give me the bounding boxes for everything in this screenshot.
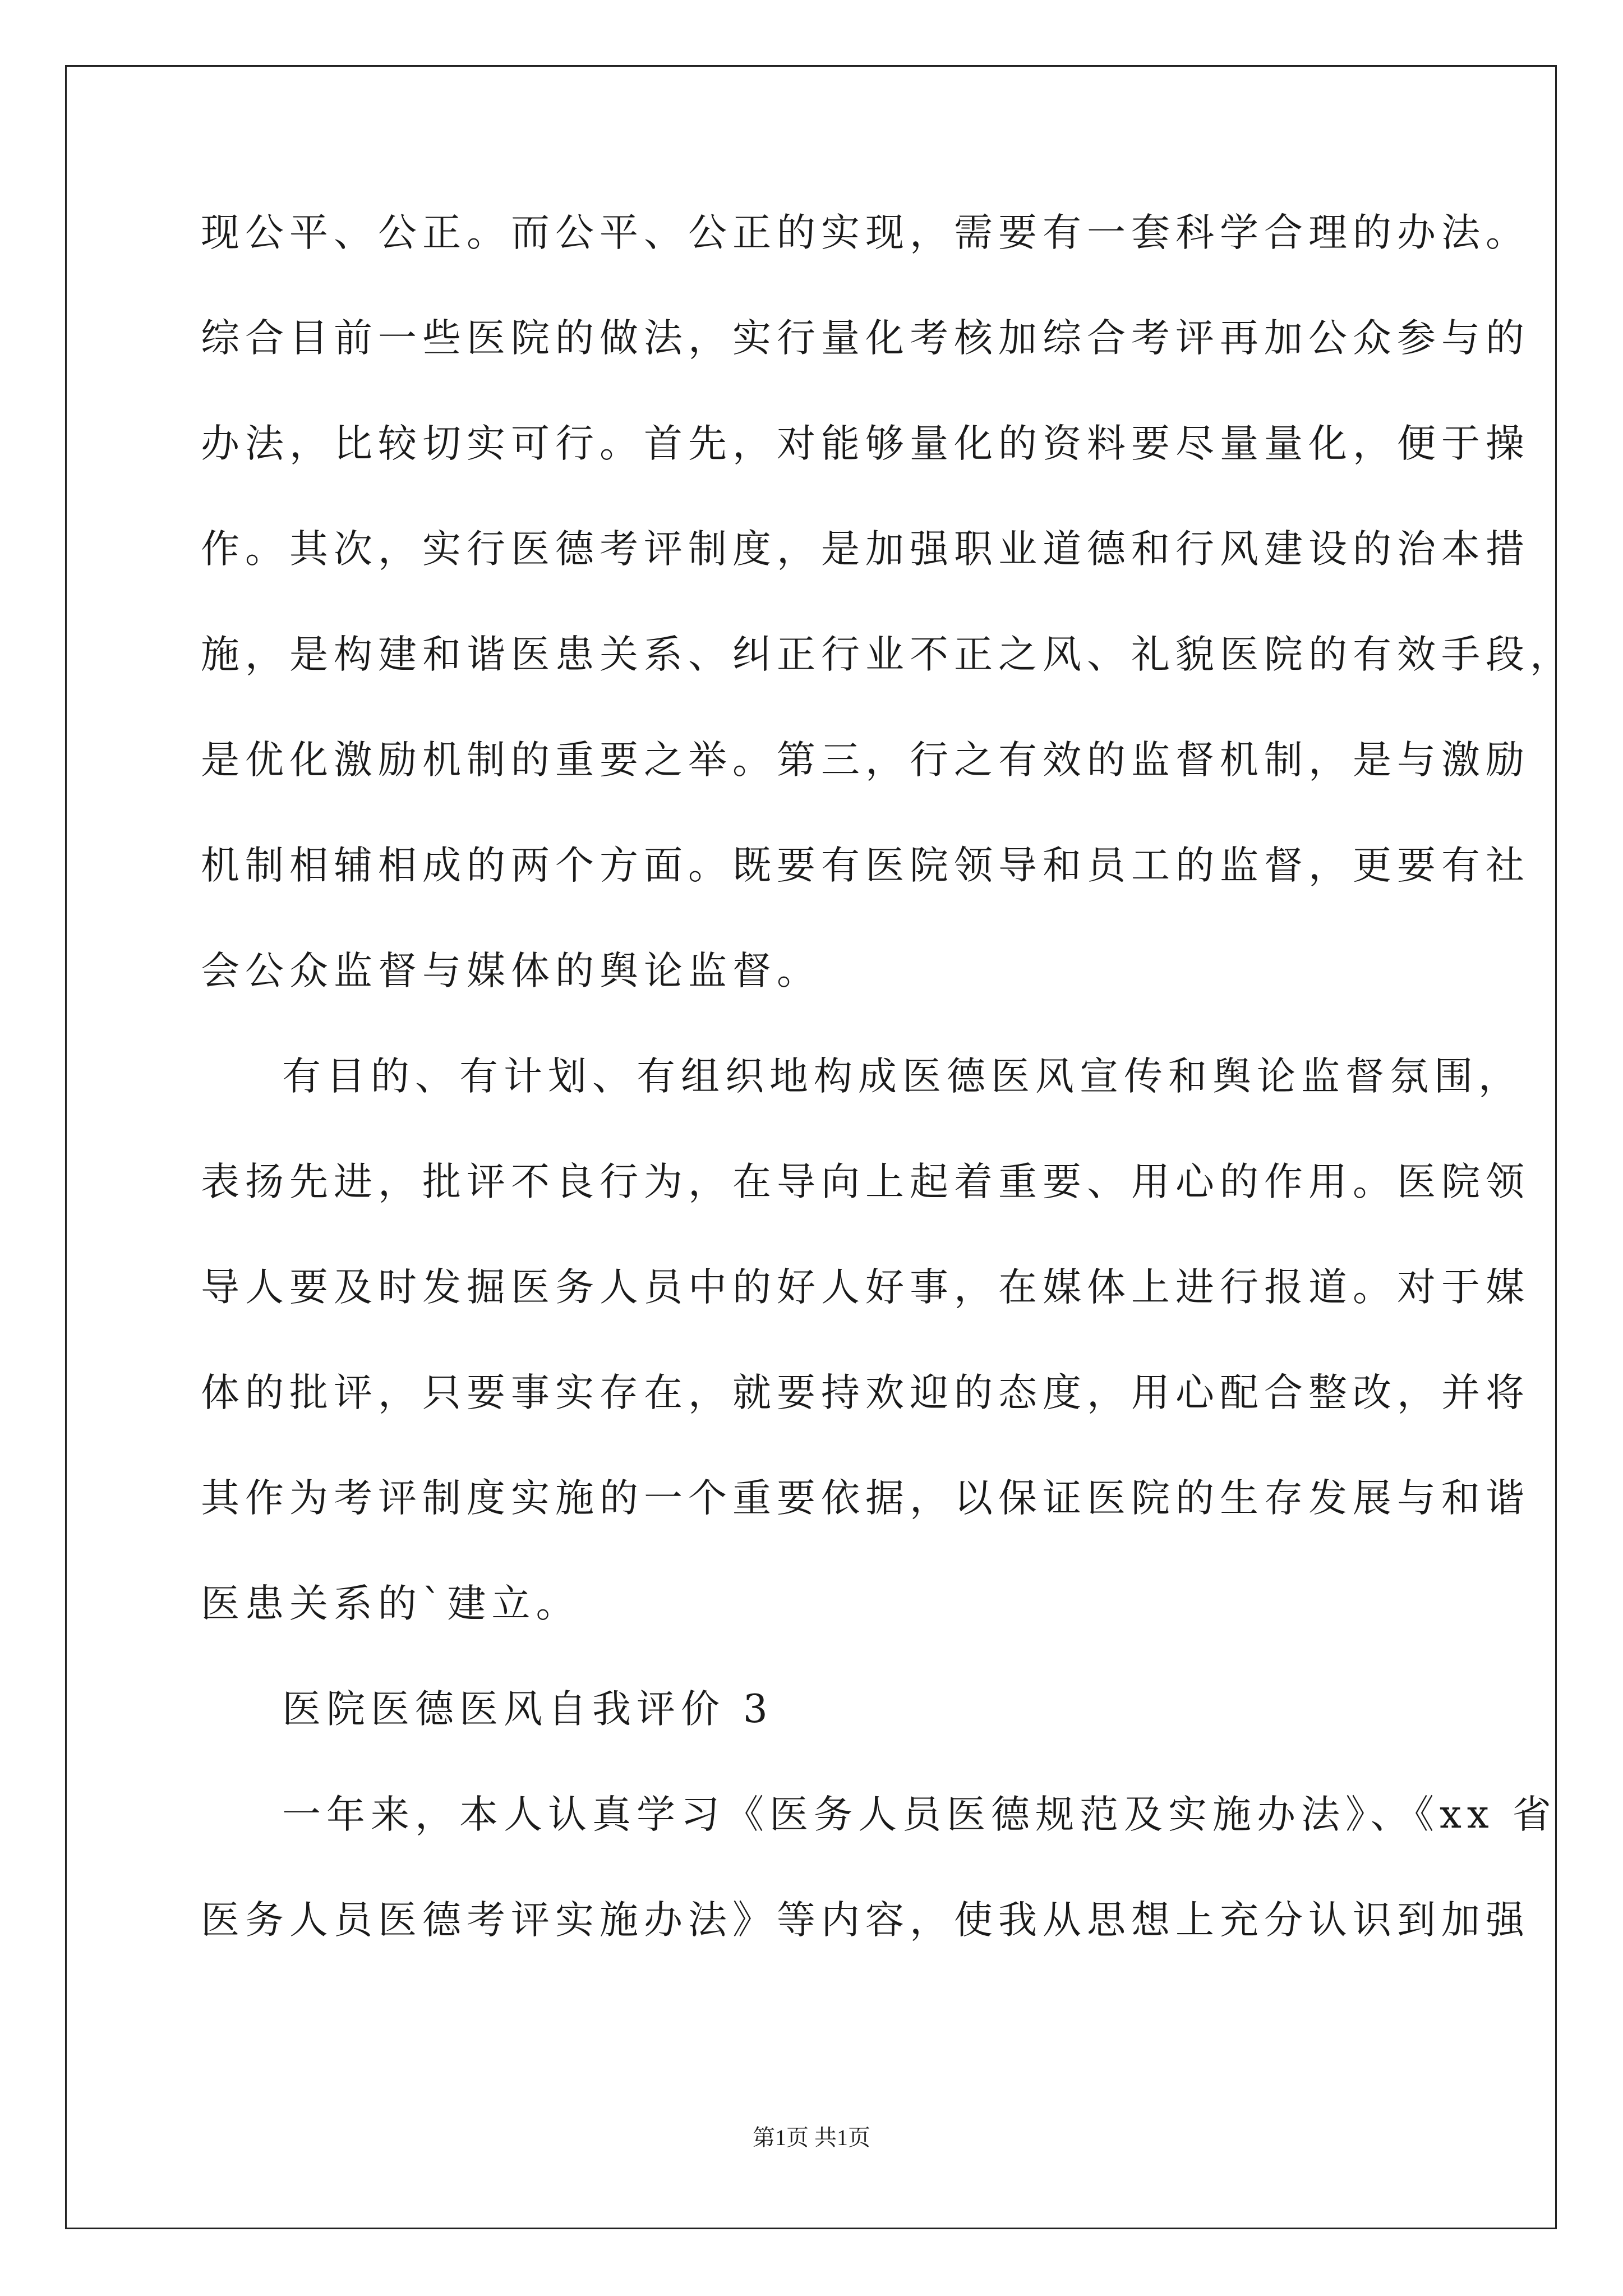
paragraph-start-line: 一年来，本人认真学习《医务人员医德规范及实施办法》、《xx 省 xyxy=(282,1792,1557,1837)
text-line: 表扬先进，批评不良行为，在导向上起着重要、用心的作用。医院领 xyxy=(201,1159,1530,1204)
text-line: 其作为考评制度实施的一个重要依据，以保证医院的生存发展与和谐 xyxy=(201,1476,1530,1521)
text-line: 导人要及时发掘医务人员中的好人好事，在媒体上进行报道。对于媒 xyxy=(201,1265,1530,1310)
text-line: 体的批评，只要事实存在，就要持欢迎的态度，用心配合整改，并将 xyxy=(201,1370,1530,1415)
text-line: 施，是构建和谐医患关系、纠正行业不正之风、礼貌医院的有效手段， xyxy=(201,632,1574,677)
page-footer: 第1页 共1页 xyxy=(753,2125,870,2150)
text-line: 综合目前一些医院的做法，实行量化考核加综合考评再加公众参与的 xyxy=(201,316,1530,361)
text-line: 办法，比较切实可行。首先，对能够量化的资料要尽量量化，便于操 xyxy=(201,421,1530,466)
text-line: 机制相辅相成的两个方面。既要有医院领导和员工的监督，更要有社 xyxy=(201,843,1530,888)
paragraph-start-line: 有目的、有计划、有组织地构成医德医风宣传和舆论监督氛围， xyxy=(282,1054,1523,1099)
section-heading: 医院医德医风自我评价 3 xyxy=(282,1687,773,1732)
text-line: 医务人员医德考评实施办法》等内容，使我从思想上充分认识到加强 xyxy=(201,1898,1530,1943)
text-line: 作。其次，实行医德考评制度，是加强职业道德和行风建设的治本措 xyxy=(201,527,1530,572)
document-body xyxy=(201,208,1574,2000)
text-line: 医患关系的`建立。 xyxy=(201,1581,580,1626)
text-line: 会公众监督与媒体的舆论监督。 xyxy=(201,949,821,993)
text-line: 现公平、公正。而公平、公正的实现，需要有一套科学合理的办法。 xyxy=(201,210,1530,255)
text-line: 是优化激励机制的重要之举。第三，行之有效的监督机制，是与激励 xyxy=(201,738,1530,783)
